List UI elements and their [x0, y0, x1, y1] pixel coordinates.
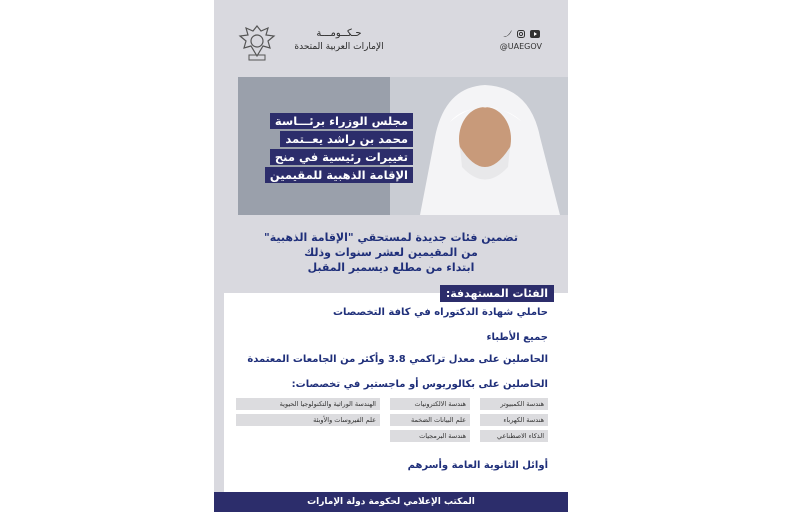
criteria-item: أوائل الثانوية العامة وأسرهم [407, 460, 548, 471]
specialization-tag: الهندسة الوراثية والتكنولوجيا الحيوية [236, 398, 380, 410]
headline-line: تغييرات رئيسية في منح [270, 149, 413, 165]
headline-line: الإقامة الذهبية للمقيمين [265, 167, 413, 183]
headline-line: محمد بن راشد يعــتمد [280, 131, 413, 147]
intro-line3: ابتداء من مطلع ديسمبر المقبل [307, 261, 475, 274]
hero-banner [238, 77, 568, 215]
criteria-item: الحاصلين على بكالوريوس أو ماجستير في تخصصات: [291, 379, 548, 390]
instagram-icon[interactable] [517, 30, 525, 38]
intro-line1: تضمين فئات جديدة لمستحقي "الإقامة الذهبية" [264, 231, 518, 244]
intro-line2: من المقيمين لعشر سنوات وذلك [304, 246, 478, 259]
twitter-icon[interactable] [503, 30, 512, 38]
criteria-item: الحاصلين على معدل تراكمي 3.8 وأكثر من الجامعات المعتمدة [247, 354, 548, 365]
uae-emblem-icon [236, 22, 278, 64]
intro-text [214, 230, 568, 275]
criteria-item: حاملي شهادة الدكتوراه في كافة التخصصات [332, 307, 548, 318]
specialization-tag: هندسة الالكترونيات [390, 398, 470, 410]
gov-name-line2: الإمارات العربية المتحدة [294, 42, 384, 52]
poster [214, 0, 568, 512]
headline-line: مجلس الوزراء برئـــاسة [270, 113, 413, 129]
header [214, 0, 568, 72]
specialization-tag: علم الفيروسات والأوبئة [236, 414, 380, 426]
specialization-tag: هندسة الكهرباء [480, 414, 548, 426]
government-name [284, 28, 394, 52]
gov-name-line1: حـكــومـــة [316, 28, 362, 39]
footer-bar: المكتب الإعلامي لحكومة دولة الإمارات [214, 492, 568, 512]
specialization-tag: هندسة البرمجيات [390, 430, 470, 442]
categories-title: الفئات المستهدفة: [440, 285, 554, 302]
social-icons [503, 30, 540, 38]
specialization-tag: هندسة الكمبيوتر [480, 398, 548, 410]
specialization-tag: الذكاء الاصطناعي [480, 430, 548, 442]
specialization-tag: علم البيانات الضخمة [390, 414, 470, 426]
youtube-icon[interactable] [530, 30, 540, 38]
criteria-item: جميع الأطباء [486, 332, 548, 343]
portrait-photo [390, 77, 568, 215]
headline [265, 113, 413, 183]
social-handle: @UAEGOV [499, 42, 542, 51]
